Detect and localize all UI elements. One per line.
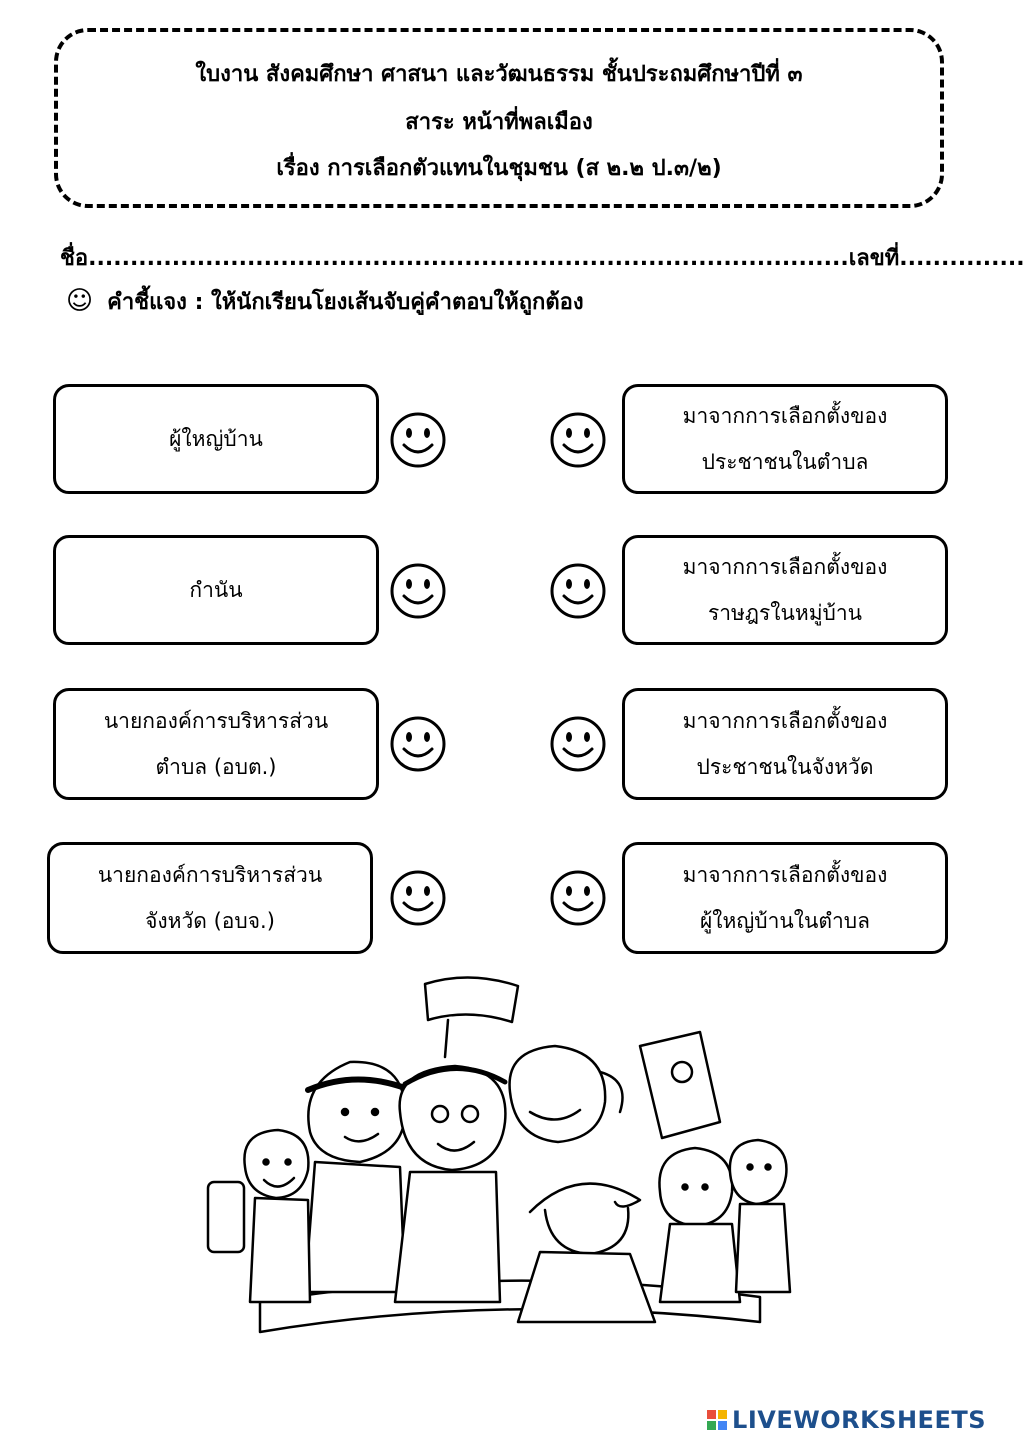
left-match-point-2-smiley-icon[interactable] — [389, 562, 447, 620]
instructions-text: คำชี้แจง : ให้นักเรียนโยงเส้นจับคู่คำตอบให้ถูกต้อง — [107, 290, 584, 315]
community-people-illustration — [200, 962, 800, 1382]
left-card-2-line1: กำนัน — [189, 578, 243, 602]
left-card-3-line1: นายกองค์การบริหารส่วน — [103, 709, 329, 733]
left-card-3 — [53, 688, 379, 800]
instructions — [66, 284, 584, 319]
worksheet-subject: สาระ หน้าที่พลเมือง — [405, 110, 593, 135]
right-match-point-1-smiley-icon[interactable] — [549, 411, 607, 469]
right-card-4-line1: มาจากการเลือกตั้งของ — [682, 863, 888, 887]
right-card-1-line1: มาจากการเลือกตั้งของ — [682, 404, 888, 428]
left-card-3-line2: ตำบล (อบต.) — [155, 755, 277, 779]
left-card-4-line2: จังหวัด (อบจ.) — [145, 909, 275, 933]
right-card-2-line2: ราษฎรในหมู่บ้าน — [707, 601, 863, 625]
right-match-point-3-smiley-icon[interactable] — [549, 715, 607, 773]
right-match-point-4-smiley-icon[interactable] — [549, 869, 607, 927]
right-card-1-line2: ประชาชนในตำบล — [701, 450, 869, 474]
left-match-point-1-smiley-icon[interactable] — [389, 411, 447, 469]
student-info-line — [60, 240, 1025, 275]
right-card-2 — [622, 535, 948, 645]
worksheet-topic: เรื่อง การเลือกตัวแทนในชุมชน (ส ๒.๒ ป.๓/๒) — [276, 156, 722, 181]
name-label: ชื่อ — [60, 246, 89, 271]
name-blank[interactable]: ........................................................................................... — [88, 246, 849, 271]
right-card-4-line2: ผู้ใหญ่บ้านในตำบล — [699, 909, 870, 933]
left-match-point-4-smiley-icon[interactable] — [389, 869, 447, 927]
right-card-1 — [622, 384, 948, 494]
right-card-4 — [622, 842, 948, 954]
left-card-2 — [53, 535, 379, 645]
number-blank[interactable]: ............... — [899, 246, 1025, 271]
right-card-3-line2: ประชาชนในจังหวัด — [696, 755, 874, 779]
right-card-2-line1: มาจากการเลือกตั้งของ — [682, 555, 888, 579]
left-card-4-line1: นายกองค์การบริหารส่วน — [97, 863, 323, 887]
left-match-point-3-smiley-icon[interactable] — [389, 715, 447, 773]
right-card-3 — [622, 688, 948, 800]
header-box — [54, 28, 944, 208]
right-card-3-line1: มาจากการเลือกตั้งของ — [682, 709, 888, 733]
left-card-4 — [47, 842, 373, 954]
left-card-1-line1: ผู้ใหญ่บ้าน — [169, 427, 263, 451]
logo-text: LIVEWORKSHEETS — [732, 1406, 986, 1434]
number-label: เลขที่ — [848, 246, 900, 271]
liveworksheets-logo — [707, 1406, 986, 1434]
right-match-point-2-smiley-icon[interactable] — [549, 562, 607, 620]
left-card-1 — [53, 384, 379, 494]
smiley-icon: ☺ — [66, 286, 94, 316]
logo-grid-icon — [707, 1410, 727, 1430]
worksheet-title: ใบงาน สังคมศึกษา ศาสนา และวัฒนธรรม ชั้นประถมศึกษาปีที่ ๓ — [195, 62, 803, 87]
